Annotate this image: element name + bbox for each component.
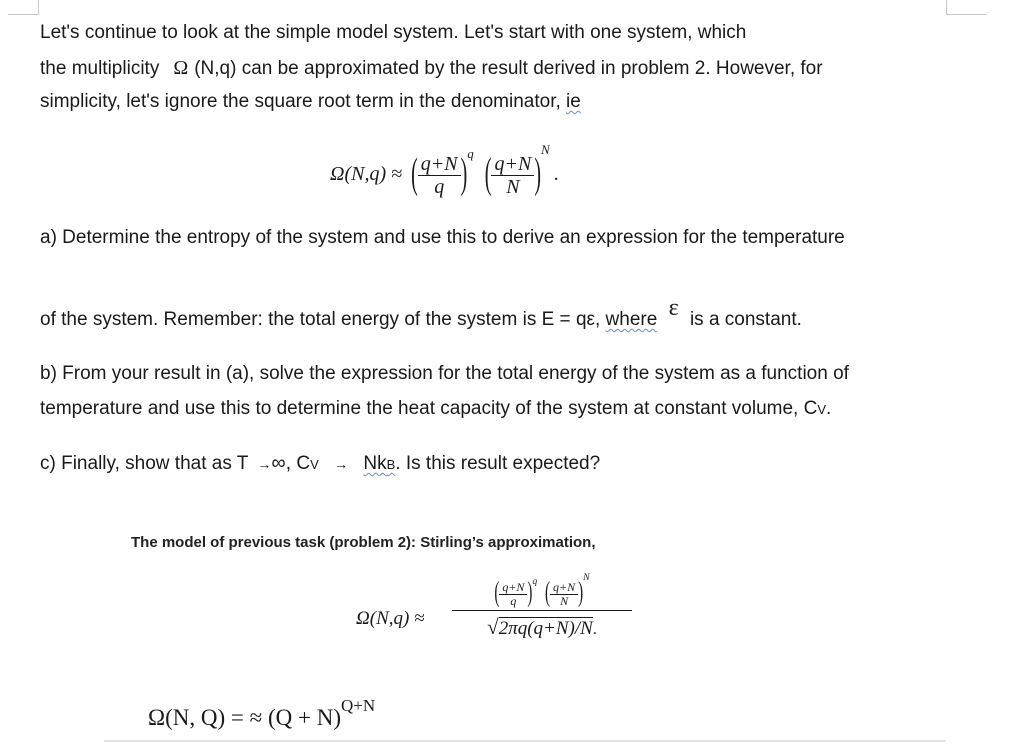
where-word: where [605, 309, 658, 330]
part-a-line-2-end: is a constant. [689, 309, 802, 330]
stirling-fraction [452, 572, 632, 640]
q-epsilon: qε, [575, 309, 601, 330]
equation-omega-nq [148, 696, 375, 731]
page-corner-mark-right [946, 0, 987, 15]
part-b-line-1: b) From your result in (a), solve the expression for the total energy of the system as a function of [40, 363, 849, 384]
eq1-exp-2: N [540, 142, 550, 157]
part-a-line-2 [40, 295, 802, 332]
part-c-end: . Is this result expected? [395, 453, 601, 474]
model-caption: The model of previous task (problem 2): Stirling’s approximation, [131, 534, 596, 551]
sqrt-icon: √ [487, 615, 499, 640]
part-a-line-2-start: of the system. Remember: the total energy of the system is E = [40, 309, 571, 330]
eq1-den-2: N [506, 175, 520, 198]
part-c-start: c) Finally, show that as T [40, 453, 249, 474]
part-b-line-2: temperature and use this to determine the heat capacity of the system at constant volume, CV. [40, 398, 832, 419]
intro-line-1: Let's continue to look at the simple model system. Let's start with one system, which [40, 22, 747, 43]
stirling-lhs: Ω(N,q) ≈ [356, 608, 425, 629]
intro-line-3-text: simplicity, let's ignore the square root term in the denominator, [40, 91, 561, 112]
eq1-fraction-1 [418, 153, 461, 198]
omega-symbol: Ω [173, 57, 189, 79]
epsilon-symbol: ε [668, 295, 679, 321]
bottom-divider [104, 740, 946, 742]
eq1-period: . [553, 163, 559, 185]
eq1-exp-1: q [467, 146, 474, 161]
intro-line-3 [40, 90, 581, 114]
infinity-symbol: ∞, [271, 452, 292, 474]
part-b-line-2-text: temperature and use this to determine the heat capacity of the system at constant volume, [40, 398, 799, 419]
eq1-den-1: q [434, 175, 445, 198]
arrow-icon: → [257, 456, 272, 472]
cv-symbol: CV [803, 398, 826, 419]
eq1-lhs: Ω(N,q) ≈ [330, 163, 403, 185]
eq1-fraction-2 [491, 153, 534, 198]
part-c-line [40, 451, 600, 477]
stirling-denominator: √2πq(q+N)/N. [487, 615, 597, 640]
eq1-num-1: q+N [418, 153, 461, 176]
intro-line-2-start: the multiplicity [40, 58, 160, 79]
ie-word: ie [566, 91, 581, 112]
stirling-numerator: ( $\frac{q+N}{q}$ )$^q$ ( $\frac{q+N}{N}$ )$^N$ [452, 572, 632, 611]
nkb-symbol: NkB [363, 453, 396, 474]
intro-line-2-end: (N,q) can be approximated by the result derived in problem 2. However, for [194, 58, 823, 79]
cv-symbol-c: CV [296, 453, 319, 474]
intro-line-2 [40, 56, 823, 81]
eq1-num-2: q+N [491, 153, 534, 176]
eq3-exponent: Q+N [340, 696, 376, 715]
arrow-icon-2: → [334, 456, 349, 472]
page-corner-mark-left [8, 0, 39, 15]
part-a-line-1: a) Determine the entropy of the system and use this to derive an expression for the temperature [40, 227, 845, 248]
equation-multiplicity-approx: Ω(N,q) ≈ ( $\frac{q+N}{q}$ )$^q$ ( $\frac{q+N}{N}$ )$^N$. [330, 142, 559, 198]
eq3-lhs: Ω(N, Q) = ≈ (Q + N) [148, 705, 341, 730]
